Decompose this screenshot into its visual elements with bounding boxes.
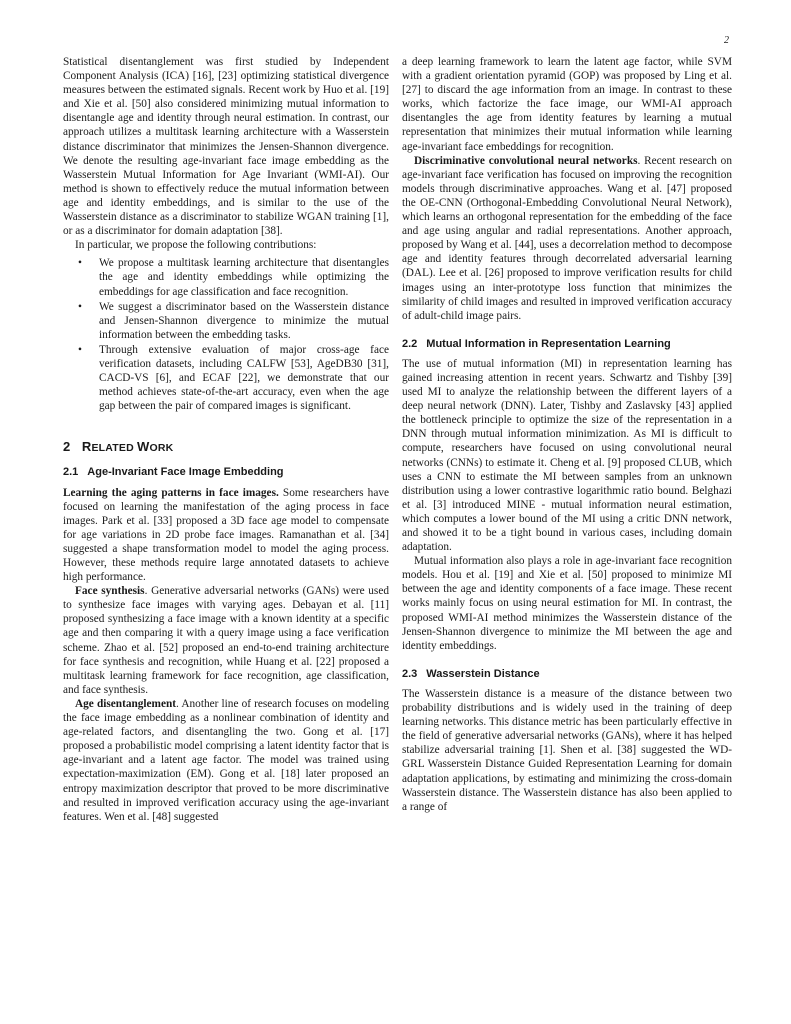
contribution-item: • We propose a multitask learning architecture that disentangles the age and identity embeddings while optimizing the embeddings for age classification and face recognition. [63, 256, 389, 298]
subsection-heading-2-1 [63, 465, 389, 479]
paragraph-aging-patterns [63, 486, 389, 585]
contributions-list [63, 256, 389, 413]
paragraph-mi-2: Mutual information also plays a role in age-invariant face recognition models. Hou et al. [19] and Xie et al. [50] proposed to minimize MI between the age and identity components of a face image. These recent works mainly focus on using neural estimation for MI. In contrast, the proposed WMI-AI method minimizes the Wasserstein distance of the Jensen-Shannon divergence to minimize the MI between the age and identity embeddings. [402, 555, 732, 652]
contribution-item: • Through extensive evaluation of major cross-age face verification datasets, including CALFW [53], AgeDB30 [31], CACD-VS [6], and ECAF [22], we demonstrate that our method achieves state-of-the-art accuracy, even when the age gap between the pair of compared images is significant. [63, 343, 389, 413]
paragraph-body: . Recent research on age-invariant face verification has focused on improving the recognition models through discriminative approaches. Wang et al. [47] proposed the OE-CNN (Orthogonal-Embedding Convolutional Neural Network), which learns an orthogonal representation for the embedding of the face and age using angular and radial representations. Another approach, proposed by Wang et al. [44], uses a decorrelation method to decompose age and identity features through decorrelated adversarial learning (DAL). Lee et al. [26] proposed to improve verification results for child images using an inter-prototype loss function that minimizes the similarity of child images and resulted in improved verification accuracy of adult-child image pairs. [402, 154, 732, 322]
section-title-part: R [81, 439, 92, 455]
run-in-heading: Learning the aging patterns in face images. [63, 486, 279, 499]
subsection-number: 2.3 [402, 667, 418, 680]
section-title-part: ELATED [91, 442, 138, 455]
section-heading-related-work [63, 440, 389, 455]
subsection-heading-2-2 [402, 337, 732, 351]
right-column [402, 55, 732, 814]
subsection-number: 2.1 [63, 466, 79, 479]
section-number: 2 [63, 439, 71, 455]
paragraph-discriminative-cnn [402, 154, 732, 323]
run-in-heading: Discriminative convolutional neural networks [414, 154, 638, 167]
section-title-part: ORK [149, 442, 174, 455]
paragraph-mi-1: The use of mutual information (MI) in representation learning has gained increasing attention in recent years. Schwartz and Tishby [39] used MI to analyze the relationship between the different layers of a deep neural network (DNN). Later, Tishby and Zaslavsky [43] applied the bottleneck principle to optimize the size of the representation in a DNN through mutual information minimization. As MI is difficult to compute, researchers have focused on using convolutional neural networks (CNNs) to estimate it. Cheng et al. [9] proposed CLUB, which uses a CNN to estimate the MI between samples from an unknown distribution using a lower contrastive logarithmic ratio bound. Belghazi et al. [3] introduced MINE - mutual information neural estimation, which computes a lower bound of the MI using a critic DNN network, and showed it to be a tight bound in various cases, including domain adaptation. [402, 357, 732, 554]
left-column [63, 55, 389, 824]
paragraph-age-disentanglement [63, 697, 389, 824]
section-title-part: W [137, 439, 150, 455]
paragraph-wasserstein: The Wasserstein distance is a measure of the distance between two probability distributions and is widely used in the training of deep learning networks. This distance metric has been particularly effective in the field of generative adversarial networks (GANs), where it has helped stabilize adversarial training [1]. Shen et al. [38] suggested the WD-GRL Wasserstein Distance Guided Representation Learning for domain adaptation applications, by estimating and minimizing the cross-domain Wasserstein distance. The Wasserstein distance has also been applied to a range of [402, 687, 732, 813]
intro-paragraph: Statistical disentanglement was first studied by Independent Component Analysis (ICA) [16], [23] optimizing statistical divergence measures between the estimated signals. Recent work by Huo et al. [19] and Xie et al. [50] also considered minimizing mutual information to disentangle age and identity through neural estimation. In contrast, our approach utilizes a multitask learning architecture with a Wasserstein distance discriminator that minimizes the Jensen-Shannon divergence. We denote the resulting age-invariant face image embedding as the Wasserstein Mutual Information for Age Invariant (WMI-AI). Our method is shown to effectively reduce the mutual information between age and identity embeddings, and is similar to the use of the Wasserstein distance as a discriminator to stabilize WGAN training [1], or as a discriminator for domain adaptation [38]. [63, 56, 389, 238]
run-in-heading: Face synthesis [75, 585, 145, 598]
run-in-heading: Age disentanglement [75, 697, 177, 710]
paragraph-body: Some researchers have focused on learning the manifestation of the aging process in face images. Park et al. [33] proposed a 3D face age model to compensate for age variations in 2D probe face images. Ramanathan et al. [34] suggested a shape transformation model to model the aging process. However, these methods require large annotated datasets to achieve high performance. [63, 486, 389, 584]
contribution-item: • We suggest a discriminator based on the Wasserstein distance and Jensen-Shannon divergence to minimize the mutual information between the embedding tasks. [63, 300, 389, 342]
subsection-heading-2-3 [402, 667, 732, 681]
paragraph-continued: a deep learning framework to learn the latent age factor, while SVM with a gradient orientation pyramid (GOP) was proposed by Ling et al. [27] to discard the age information from an image. In contrast to these works, which factorize the face image, our WMI-AI approach disentangles the age from identity features by learning a mutual representation that minimizes their mutual information while learning age-invariant face embeddings for recognition. [402, 56, 732, 153]
subsection-number: 2.2 [402, 337, 418, 350]
page-number: 2 [724, 35, 729, 46]
subsection-title: Age-Invariant Face Image Embedding [87, 466, 284, 479]
paragraph-body: . Another line of research focuses on modeling the face image embedding as a nonlinear combination of identity and age-related factors, and disentangling the two. Gong et al. [17] proposed a probabilistic model comprising a latent identity factor that is age-invariant and a latent age factor. The model was trained using expectation-maximization (EM). Gong et al. [18] later proposed an entropy maximization descriptor that proved to be more discriminative and resulted in improved verification accuracy using the age-invariant features. Wen et al. [48] suggested [63, 697, 389, 823]
contributions-intro: In particular, we propose the following contributions: [75, 239, 317, 252]
subsection-title: Mutual Information in Representation Learning [426, 337, 671, 350]
subsection-title: Wasserstein Distance [426, 667, 540, 680]
paragraph-face-synthesis [63, 584, 389, 697]
paragraph-body: . Generative adversarial networks (GANs) were used to synthesize face images with varying ages. Debayan et al. [11] proposed synthesizing a face image with a known identity at a specific age and then comparing it with a query image using a face verification scheme. Zhao et al. [52] proposed an end-to-end training architecture for face synthesis and recognition, while Huang et al. [22] proposed a multitask learning framework for face recognition, age classification, and face synthesis. [63, 585, 389, 696]
